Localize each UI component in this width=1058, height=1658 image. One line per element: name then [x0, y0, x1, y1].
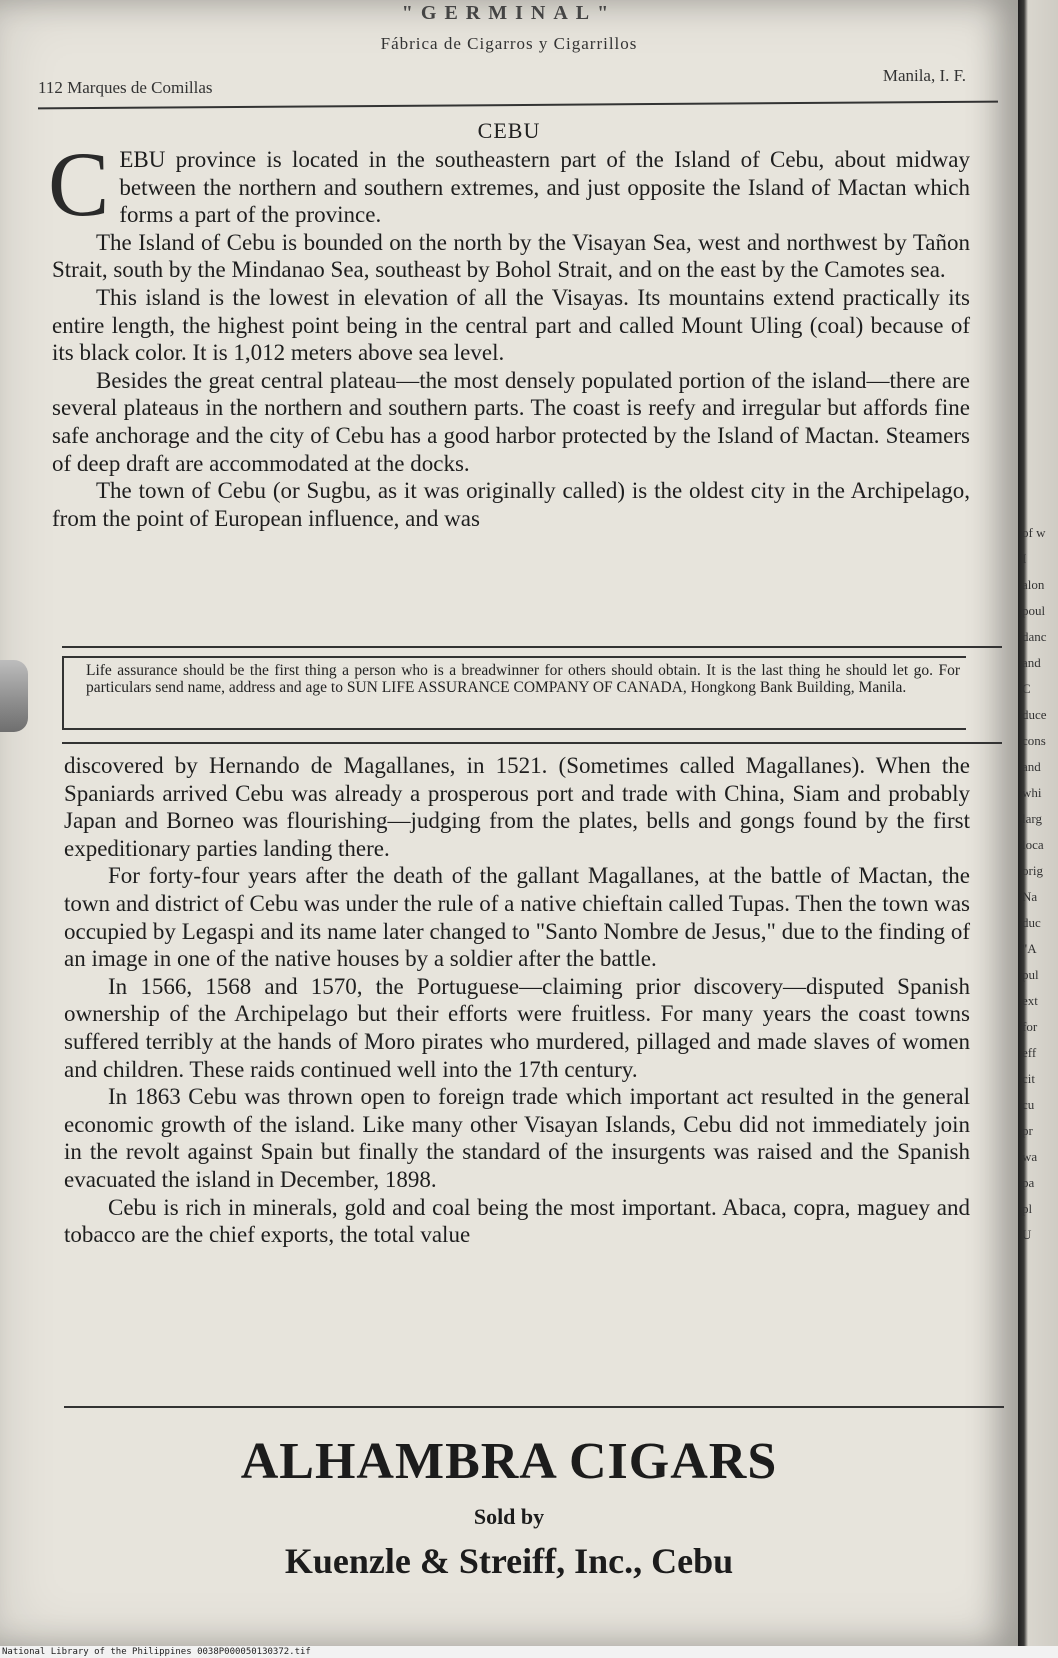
edge-fragment: cons: [1022, 733, 1046, 748]
notice-rule-bottom: [62, 742, 1002, 744]
edge-fragment: whi: [1022, 785, 1042, 800]
edge-fragment: and: [1022, 759, 1041, 774]
edge-fragment: pr: [1022, 1123, 1033, 1138]
edge-fragment: C: [1022, 681, 1031, 696]
header-rule: [38, 101, 998, 110]
edge-fragment: alon: [1022, 577, 1045, 592]
edge-fragment: of w: [1022, 525, 1046, 540]
scan-footer: National Library of the Philippines 0038P000050130372.tif: [0, 1646, 1058, 1658]
edge-fragment: loca: [1022, 837, 1044, 852]
paragraph-intro: CEBU province is located in the southeastern part of the Island of Cebu, about midway between the northern and southern extremes, and just opposite the Island of Mactan which forms a part of the province.: [48, 133, 970, 235]
edge-fragment: and: [1022, 655, 1041, 670]
edge-fragment: poul: [1022, 603, 1046, 618]
edge-fragment: I: [1022, 551, 1027, 566]
paragraph: Besides the great central plateau—the most densely populated portion of the island—there are several plateaus in the northern and southern parts. The coast is reefy and irregular but affords fine safe anchorage and the city of Cebu has a good harbor protected by the Island of Mactan. Steamers of deep draft are accommodated at the docks.: [52, 367, 970, 476]
binder-clip: [0, 660, 28, 732]
ad-sold-by: Sold by: [473, 1504, 545, 1529]
paragraph: discovered by Hernando de Magallanes, in 1521. (Sometimes called Magallanes). When the Spaniards arrived Cebu was already a prosperous port and trade with China, Siam and probably Japan and Borneo was flourishing—judging from the plates, bells and gongs found by the first expeditionary parties landing there.: [64, 753, 970, 861]
header-address: 112 Marques de Comillas: [38, 78, 213, 97]
edge-fragment: "A: [1022, 941, 1037, 956]
edge-fragment: pul: [1022, 967, 1039, 982]
edge-fragment: pa: [1022, 1175, 1035, 1190]
edge-fragment: eff: [1022, 1045, 1037, 1060]
edge-fragment: duce: [1022, 707, 1047, 722]
edge-fragment: orig: [1022, 863, 1043, 878]
paragraph: The Island of Cebu is bounded on the north by the Visayan Sea, west and northwest by Tañon Strait, south by the Mindanao Sea, southeast by Bohol Strait, and on the east by the Camotes sea.: [52, 229, 970, 283]
paragraph: In 1863 Cebu was thrown open to foreign trade which important act resulted in the general economic growth of the island. Like many other Visayan Islands, Cebu did not immediately join in the revolt against Spain but finally the standard of the insurgents was raised and the Spanish evacuated the island in December, 1898.: [64, 1084, 970, 1192]
article-top: [48, 133, 970, 532]
notice-rule-top: [62, 646, 1002, 648]
paragraph: This island is the lowest in elevation of all the Visayas. Its mountains extend practically its entire length, the highest point being in the central part and called Mount Uling (coal) because of its black color. It is 1,012 meters above sea level.: [52, 284, 970, 366]
paragraph: Cebu is rich in minerals, gold and coal being the most important. Abaca, copra, maguey and tobacco are the chief exports, the total value: [64, 1194, 970, 1248]
masthead-subtitle: Fábrica de Cigarros y Cigarrillos: [380, 34, 638, 53]
ad-rule: [64, 1406, 1004, 1408]
edge-fragment: ext: [1022, 993, 1038, 1008]
edge-fragment: cit: [1022, 1071, 1035, 1086]
paragraph: For forty-four years after the death of the gallant Magallanes, at the battle of Mactan, the town and district of Cebu was under the rule of a native chieftain called Tupas. Then the town was occupied by Legaspi and its name later changed to "Santo Nombre de Jesus," due to the finding of an image in one of the native houses by a soldier after the battle.: [64, 863, 970, 972]
edge-fragment: danc: [1022, 629, 1047, 644]
edge-fragment: larg: [1022, 811, 1042, 826]
masthead: "GERMINAL": [401, 2, 617, 24]
edge-fragment: cu: [1022, 1097, 1035, 1112]
paragraph: In 1566, 1568 and 1570, the Portuguese—claiming prior discovery—disputed Spanish ownership of the Archipelago but their efforts were fruitless. For many years the coast towns suffered terribly at the hands of Moro pirates who murdered, pillaged and made slaves of women and children. These raids continued well into the 17th century.: [64, 973, 970, 1082]
header-city: Manila, I. F.: [882, 66, 966, 85]
paragraph: The town of Cebu (or Sugbu, as it was originally called) is the oldest city in the Archipelago, from the point of European influence, and was: [52, 478, 970, 531]
edge-fragment: pl: [1022, 1201, 1033, 1216]
edge-fragment: duc: [1022, 915, 1041, 930]
article-bottom: [64, 752, 970, 1249]
drop-cap: C: [48, 133, 110, 235]
insurance-notice: Life assurance should be the first thing a person who is a breadwinner for others should obtain. It is the last thing he should let go. For particulars send name, address and age to SUN LIFE ASSURANCE COMPANY OF CANADA, Hongkong Bank Building, Manila.: [62, 656, 966, 730]
edge-fragment: for: [1022, 1019, 1038, 1034]
ad-title: ALHAMBRA CIGARS: [240, 1433, 778, 1490]
edge-fragment: Na: [1022, 889, 1038, 904]
edge-fragment: wa: [1022, 1149, 1038, 1164]
section-title: CEBU: [477, 118, 541, 143]
edge-fragment: U: [1022, 1227, 1032, 1242]
facing-page-fragments: [1022, 520, 1058, 1248]
ad-company: Kuenzle & Streiff, Inc., Cebu: [284, 1541, 734, 1581]
